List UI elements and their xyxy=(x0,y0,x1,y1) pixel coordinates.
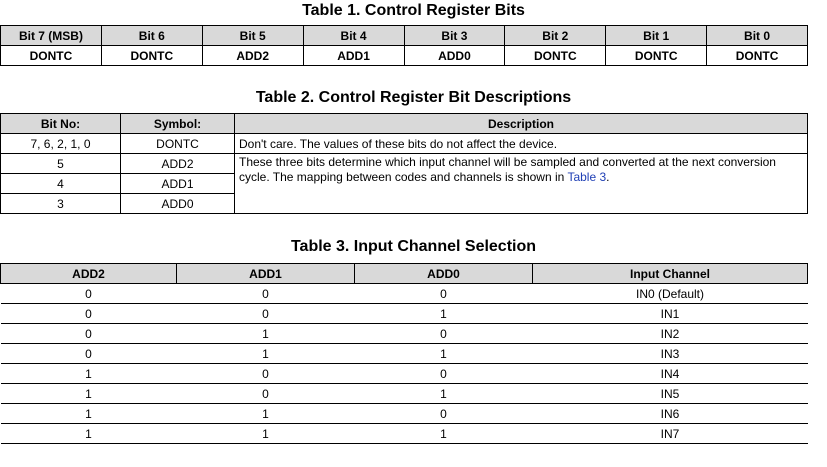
table1-cell: ADD1 xyxy=(303,46,404,66)
code-bit-cell: 0 xyxy=(177,304,355,324)
table1-cell: ADD0 xyxy=(404,46,505,66)
symbol: ADD2 xyxy=(121,154,235,174)
control-register-descriptions-table xyxy=(0,113,808,214)
description-end: . xyxy=(606,170,610,184)
table1-header-row xyxy=(1,26,808,46)
code-bit-cell: 0 xyxy=(1,324,177,344)
table-row xyxy=(1,284,808,304)
code-bit-cell: 0 xyxy=(355,364,533,384)
table-row xyxy=(1,424,808,444)
table1-header: Bit 7 (MSB) xyxy=(1,26,102,46)
table-row xyxy=(1,324,808,344)
input-channel-cell: IN0 (Default) xyxy=(533,284,808,304)
code-bit-cell: 1 xyxy=(1,384,177,404)
merged-description xyxy=(235,154,808,214)
input-channel-cell: IN5 xyxy=(533,384,808,404)
bit-number: 7, 6, 2, 1, 0 xyxy=(1,134,121,154)
table1-value-row xyxy=(1,46,808,66)
symbol: ADD0 xyxy=(121,194,235,214)
table1-header: Bit 1 xyxy=(606,26,707,46)
code-bit-cell: 1 xyxy=(355,304,533,324)
table-row xyxy=(1,384,808,404)
code-bit-cell: 0 xyxy=(355,404,533,424)
table3-header: Input Channel xyxy=(533,264,808,284)
table2-header: Bit No: xyxy=(1,114,121,134)
symbol: DONTC xyxy=(121,134,235,154)
table-row xyxy=(1,344,808,364)
table3-title: Table 3. Input Channel Selection xyxy=(290,238,537,255)
bit-number: 5 xyxy=(1,154,121,174)
code-bit-cell: 1 xyxy=(177,324,355,344)
code-bit-cell: 1 xyxy=(1,424,177,444)
table-row xyxy=(1,154,808,174)
control-register-bits-table xyxy=(0,25,808,66)
bit-number: 3 xyxy=(1,194,121,214)
table1-header: Bit 4 xyxy=(303,26,404,46)
table1-header: Bit 0 xyxy=(707,26,808,46)
code-bit-cell: 0 xyxy=(355,324,533,344)
code-bit-cell: 1 xyxy=(1,364,177,384)
input-channel-selection-table xyxy=(0,263,808,444)
code-bit-cell: 0 xyxy=(177,364,355,384)
table-row xyxy=(1,134,808,154)
input-channel-cell: IN3 xyxy=(533,344,808,364)
description-text: These three bits determine which input channel will be sampled and converted at the next conversion cycle. The mapping between codes and channels is shown in xyxy=(239,155,776,184)
code-bit-cell: 1 xyxy=(355,424,533,444)
table-row xyxy=(1,404,808,424)
input-channel-cell: IN7 xyxy=(533,424,808,444)
table1-header: Bit 2 xyxy=(505,26,606,46)
table1-cell: ADD2 xyxy=(202,46,303,66)
table3-header: ADD2 xyxy=(1,264,177,284)
table2-header: Description xyxy=(235,114,808,134)
table1-cell: DONTC xyxy=(505,46,606,66)
input-channel-cell: IN2 xyxy=(533,324,808,344)
code-bit-cell: 1 xyxy=(177,404,355,424)
table3-link[interactable]: Table 3 xyxy=(567,170,607,184)
table1-header: Bit 5 xyxy=(202,26,303,46)
input-channel-cell: IN4 xyxy=(533,364,808,384)
code-bit-cell: 0 xyxy=(1,344,177,364)
table2-header: Symbol: xyxy=(121,114,235,134)
bit-number: 4 xyxy=(1,174,121,194)
code-bit-cell: 1 xyxy=(355,344,533,364)
table1-cell: DONTC xyxy=(606,46,707,66)
table-row xyxy=(1,304,808,324)
code-bit-cell: 0 xyxy=(177,384,355,404)
input-channel-cell: IN1 xyxy=(533,304,808,324)
description: Don't care. The values of these bits do not affect the device. xyxy=(235,134,808,154)
code-bit-cell: 1 xyxy=(177,424,355,444)
table1-title: Table 1. Control Register Bits xyxy=(302,2,525,19)
table3-header: ADD1 xyxy=(177,264,355,284)
table3-header-row xyxy=(1,264,808,284)
table1-header: Bit 6 xyxy=(101,26,202,46)
code-bit-cell: 1 xyxy=(1,404,177,424)
code-bit-cell: 1 xyxy=(355,384,533,404)
table3-header: ADD0 xyxy=(355,264,533,284)
code-bit-cell: 1 xyxy=(177,344,355,364)
table1-cell: DONTC xyxy=(1,46,102,66)
symbol: ADD1 xyxy=(121,174,235,194)
table1-cell: DONTC xyxy=(707,46,808,66)
code-bit-cell: 0 xyxy=(177,284,355,304)
table1-header: Bit 3 xyxy=(404,26,505,46)
table2-title: Table 2. Control Register Bit Descriptions xyxy=(255,89,572,106)
code-bit-cell: 0 xyxy=(355,284,533,304)
code-bit-cell: 0 xyxy=(1,284,177,304)
table1-cell: DONTC xyxy=(101,46,202,66)
table-row xyxy=(1,364,808,384)
input-channel-cell: IN6 xyxy=(533,404,808,424)
code-bit-cell: 0 xyxy=(1,304,177,324)
table2-header-row xyxy=(1,114,808,134)
